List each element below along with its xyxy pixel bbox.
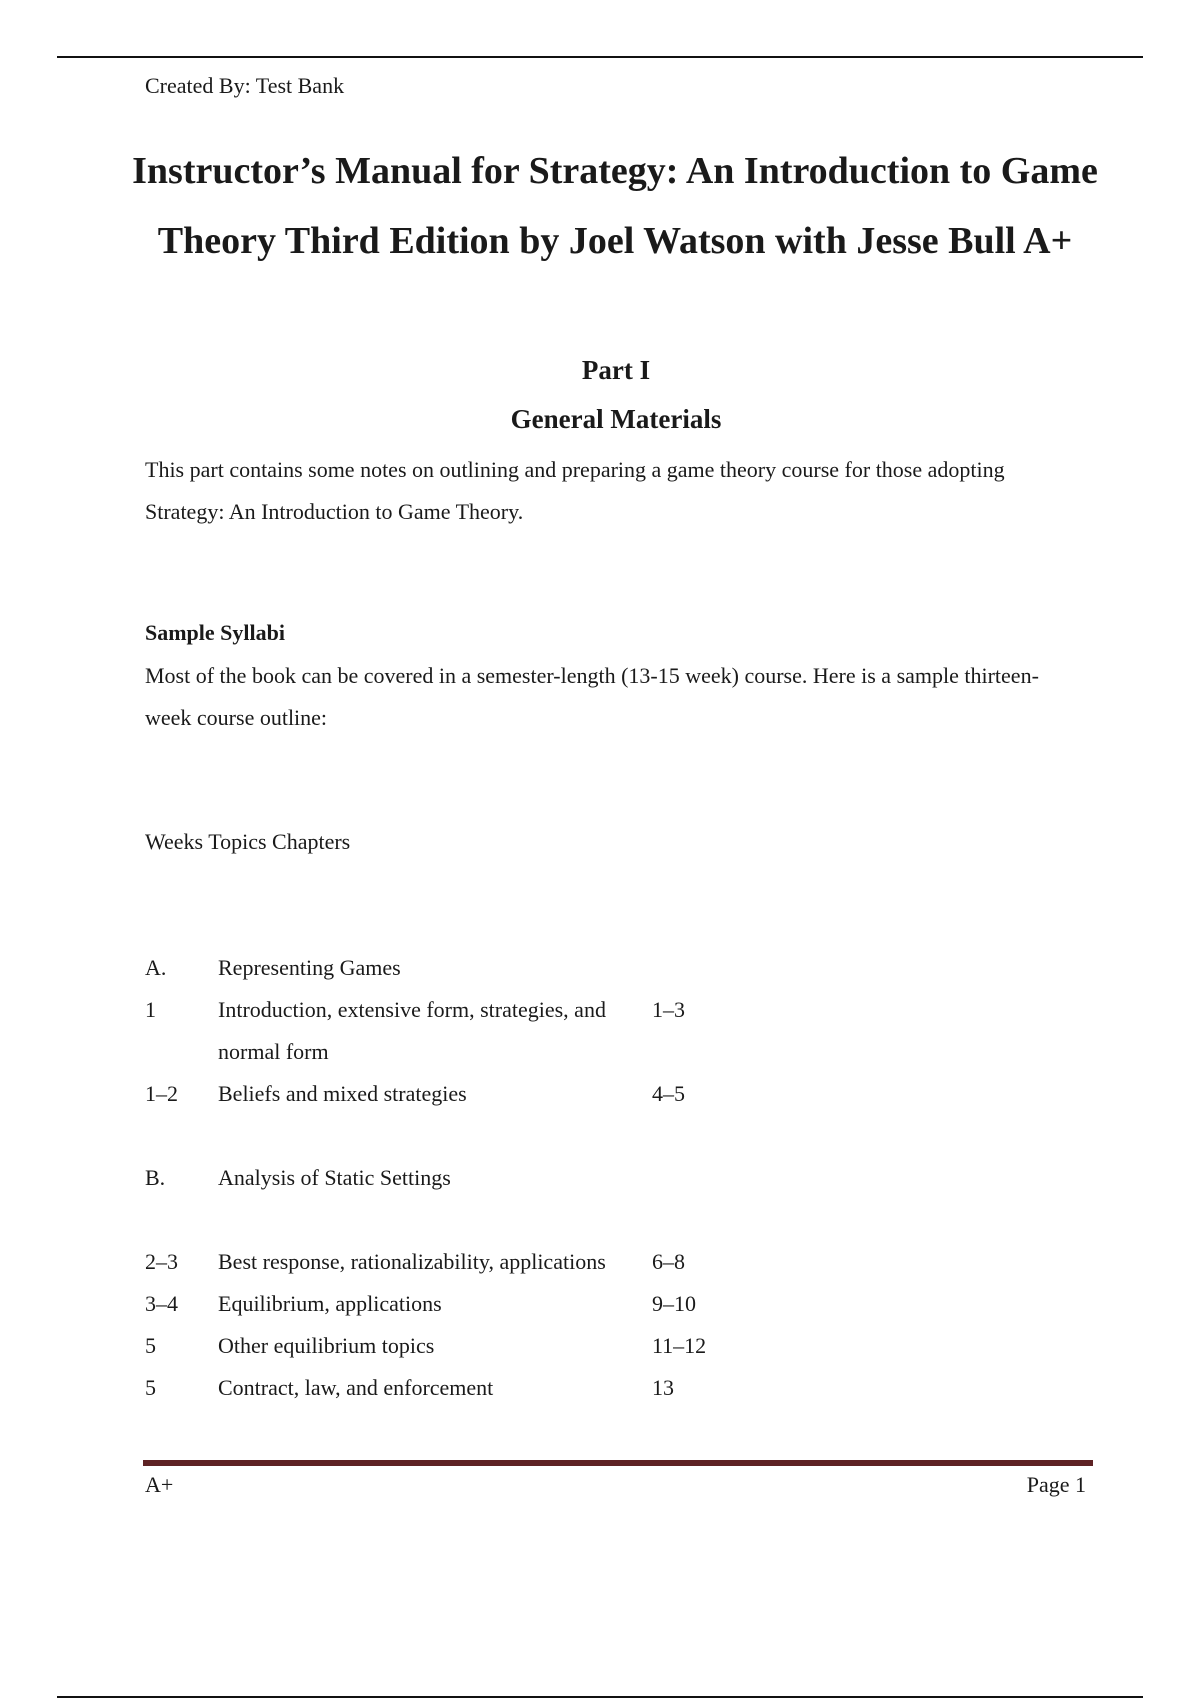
row-chapters: 11–12 [652,1333,707,1358]
footer-grade: A+ [145,1472,174,1497]
part-subtitle: General Materials [510,404,722,434]
row-weeks: 1 [145,997,156,1022]
page-number: Page 1 [1026,1472,1086,1497]
outline-columns-caption: Weeks Topics Chapters [145,829,351,854]
course-outline [145,947,845,1409]
row-weeks: 5 [145,1375,156,1400]
intro-paragraph: This part contains some notes on outlining and preparing a game theory course for those adopting Strategy: An Introduction to Game Theory. [145,457,1005,524]
row-weeks: 5 [145,1333,156,1358]
document-title: Instructor’s Manual for Strategy: An Introduction to Game Theory Third Edition by Joel Watson with Jesse Bull A+ [132,150,1098,262]
row-chapters: 9–10 [652,1291,696,1316]
row-topic: Other equilibrium topics [218,1333,435,1358]
part-label: Part I [581,355,651,385]
outline-row [145,1367,845,1409]
row-weeks: 3–4 [145,1291,178,1316]
row-topic: Best response, rationalizability, applications [218,1249,606,1274]
sample-syllabi-heading: Sample Syllabi [145,620,285,645]
row-topic: Beliefs and mixed strategies [218,1081,467,1106]
sample-syllabi-body: Most of the book can be covered in a semester-length (13-15 week) course. Here is a sample thirteen-week course outline: [145,663,1039,730]
section-letter: B. [145,1165,166,1190]
created-by-note: Created By: Test Bank [145,73,345,98]
row-topic: Contract, law, and enforcement [218,1375,494,1400]
section-letter: A. [145,955,167,980]
outline-row [145,1241,845,1283]
row-chapters: 6–8 [652,1249,685,1274]
page-top-rule [57,56,1143,58]
row-topic: Equilibrium, applications [218,1291,442,1316]
row-chapters: 13 [652,1375,674,1400]
outline-row [145,1283,845,1325]
section-name: Analysis of Static Settings [218,1165,451,1190]
footer-rule [143,1460,1093,1466]
outline-spacer [145,1115,845,1157]
outline-row [145,989,845,1073]
outline-row [145,1073,845,1115]
row-chapters: 1–3 [652,997,685,1022]
section-name: Representing Games [218,955,401,980]
row-chapters: 4–5 [652,1081,685,1106]
row-weeks: 2–3 [145,1249,178,1274]
outline-row [145,1325,845,1367]
row-weeks: 1–2 [145,1081,178,1106]
outline-section-header [145,1157,845,1199]
outline-section-header [145,947,845,989]
row-topic: Introduction, extensive form, strategies, and normal form [218,997,606,1064]
page-bottom-rule [57,1696,1143,1698]
outline-spacer [145,1199,845,1241]
